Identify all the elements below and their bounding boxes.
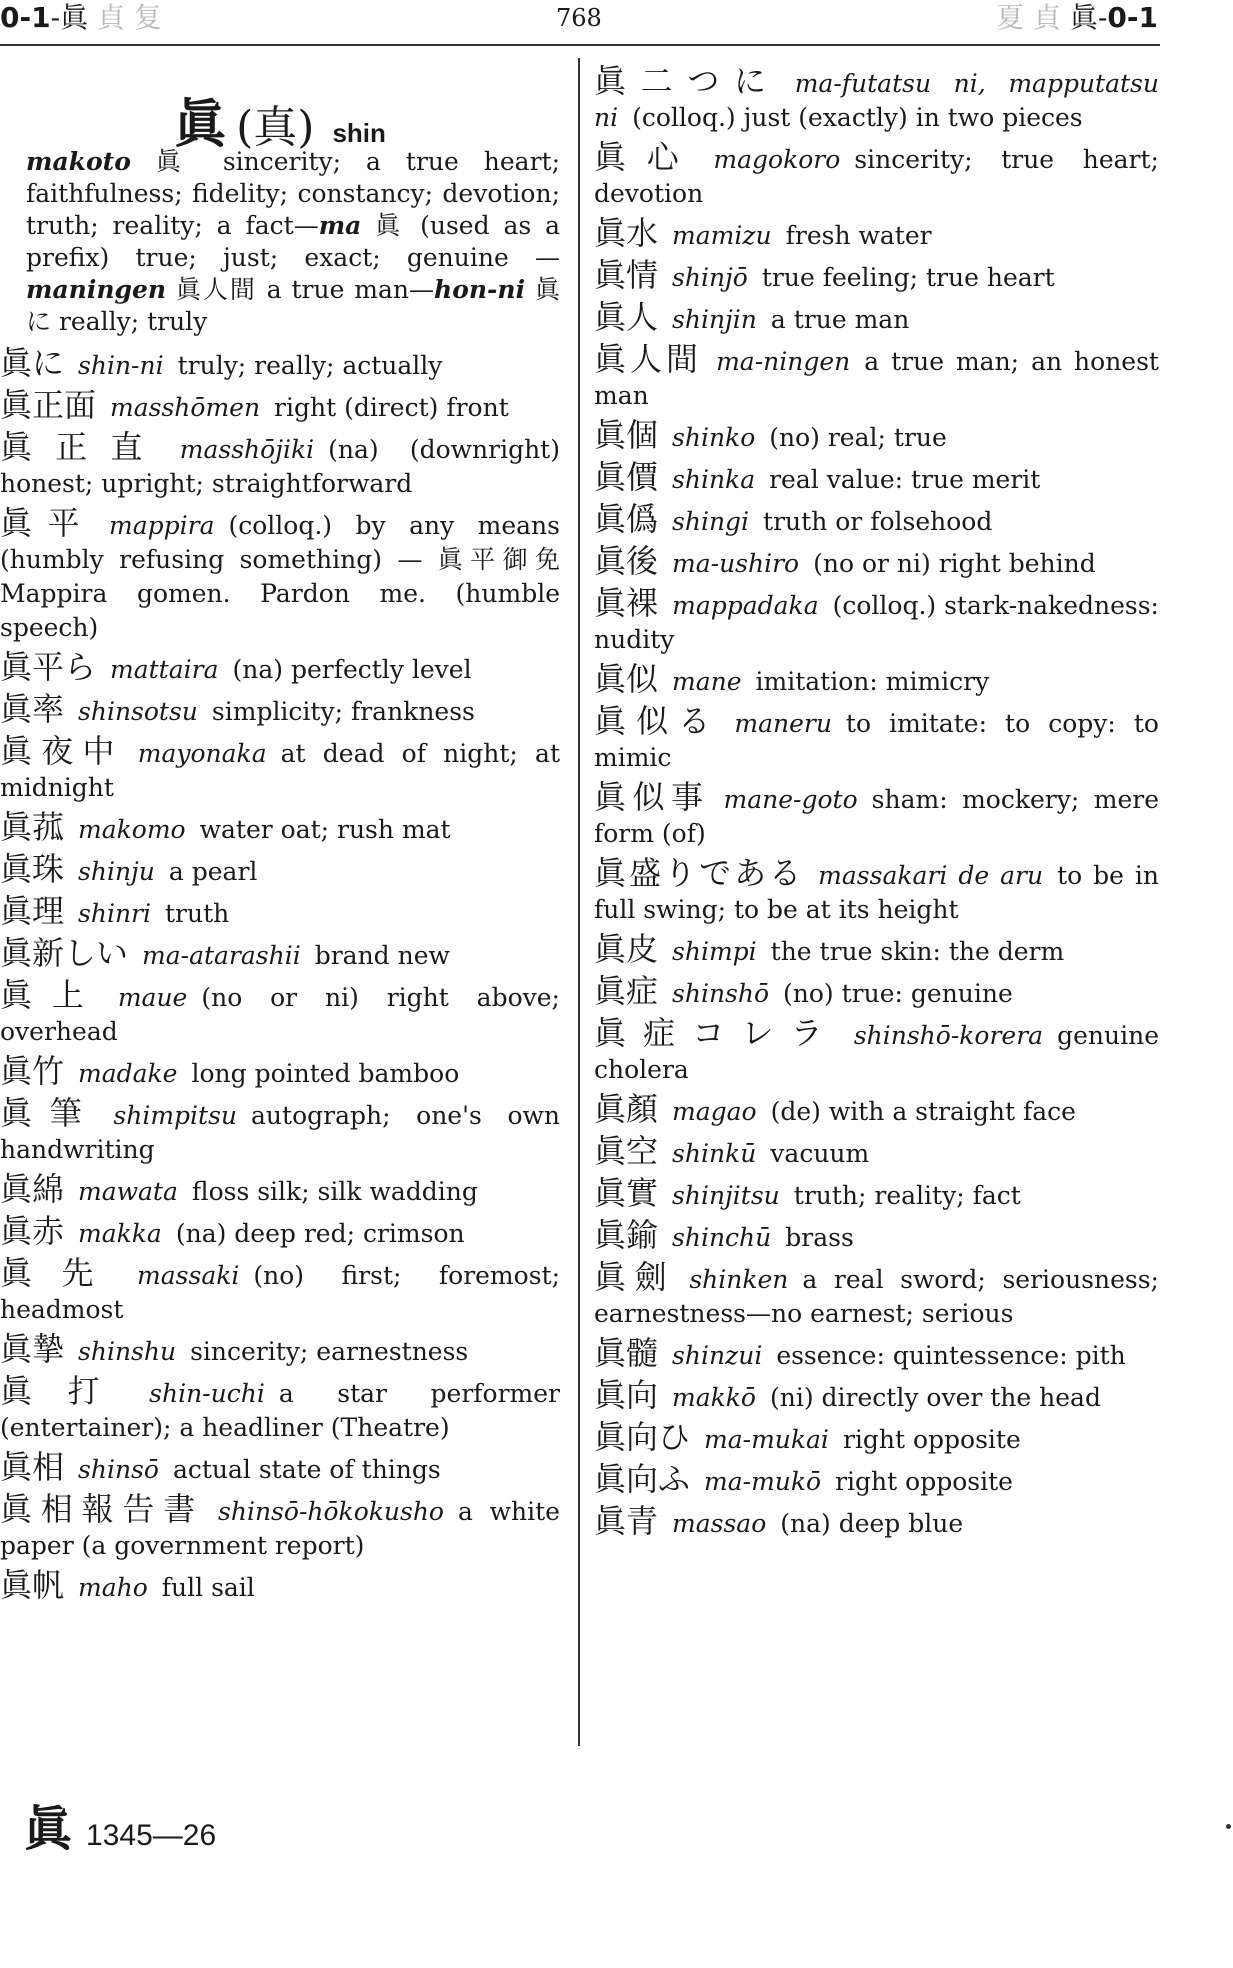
entry-kanji: 眞摯 — [0, 1330, 65, 1368]
entry-romaji: maho — [78, 1573, 148, 1602]
entry-definition: truly; really; actually — [177, 351, 443, 380]
entry-definition: real value: true merit — [769, 465, 1041, 494]
dictionary-entry — [594, 586, 1159, 657]
entry-kanji: 眞似事 — [594, 778, 710, 816]
header-rule — [0, 44, 1160, 46]
entry-romaji: shinken — [689, 1265, 789, 1294]
dictionary-entry — [0, 388, 560, 425]
intro-romaji: maningen — [26, 275, 167, 304]
entry-romaji: shin-uchi — [149, 1379, 265, 1408]
entry-definition: vacuum — [770, 1139, 870, 1168]
entry-definition: actual state of things — [172, 1455, 441, 1484]
entry-romaji: makkō — [672, 1383, 756, 1412]
dictionary-entry — [594, 418, 1159, 455]
footer-code: 1345—26 — [86, 1819, 217, 1852]
entry-kanji: 眞向ひ — [594, 1418, 691, 1456]
dictionary-entry — [594, 1016, 1159, 1087]
entry-kanji: 眞劍 — [594, 1258, 676, 1296]
right-column — [594, 64, 1159, 1546]
entry-romaji: ma-ushiro — [672, 549, 800, 578]
entry-romaji: shinsō — [78, 1455, 159, 1484]
dictionary-entry — [594, 662, 1159, 699]
dictionary-entry — [0, 1568, 560, 1605]
entry-kanji: 眞空 — [594, 1132, 659, 1170]
page-footer — [24, 1790, 216, 1859]
entry-kanji: 眞顏 — [594, 1090, 659, 1128]
entry-romaji: mamizu — [672, 221, 772, 250]
dictionary-entry — [594, 1218, 1159, 1255]
intro-romaji: makoto — [26, 147, 131, 176]
entry-kanji: 眞帆 — [0, 1566, 65, 1604]
entry-kanji: 眞似 — [594, 660, 659, 698]
dictionary-entry — [0, 734, 560, 805]
dictionary-entry — [594, 1134, 1159, 1171]
dictionary-entry — [594, 932, 1159, 969]
entry-definition: (na) perfectly level — [232, 655, 472, 684]
running-head-right — [996, 0, 1158, 40]
entry-romaji: mattaira — [110, 655, 219, 684]
entry-romaji: massaki — [137, 1261, 240, 1290]
entry-romaji: shinri — [78, 899, 151, 928]
entry-romaji: madake — [78, 1059, 178, 1088]
right-entry-list — [594, 64, 1159, 1541]
headword-reading: shin — [332, 118, 386, 148]
entry-romaji: shinshu — [78, 1337, 177, 1366]
entry-romaji: makka — [78, 1219, 162, 1248]
entry-romaji: shinshō — [672, 979, 770, 1008]
entry-romaji: ma-mukō — [704, 1467, 822, 1496]
scan-mark — [1226, 1824, 1231, 1829]
entry-kanji: 眞裸 — [594, 584, 659, 622]
dictionary-entry — [0, 506, 560, 645]
dictionary-entry — [0, 346, 560, 383]
headword-variant: (真) — [236, 102, 315, 153]
entry-definition: a true man; an honest man — [594, 347, 1159, 410]
intro-romaji: ma — [318, 211, 362, 240]
entry-romaji: mawata — [78, 1177, 178, 1206]
entry-romaji: mane — [672, 667, 742, 696]
dictionary-entry — [0, 1096, 560, 1167]
entry-definition: (no) real; true — [769, 423, 947, 452]
dictionary-entry — [594, 856, 1159, 927]
entry-definition: (no or ni) right behind — [813, 549, 1096, 578]
separator-right: - — [1097, 1, 1108, 34]
entry-romaji: magokoro — [713, 145, 841, 174]
entry-kanji: 眞理 — [0, 892, 65, 930]
entry-kanji: 眞に — [0, 344, 65, 382]
entry-kanji: 眞菰 — [0, 808, 65, 846]
dictionary-entry — [594, 544, 1159, 581]
entry-definition: (colloq.) stark-nakedness: nudity — [594, 591, 1159, 654]
entry-kanji: 眞盛りである — [594, 854, 805, 892]
entry-definition: water oat; rush mat — [199, 815, 451, 844]
dictionary-entry — [0, 1172, 560, 1209]
entry-kanji: 眞水 — [594, 214, 659, 252]
entry-romaji: shimpitsu — [113, 1101, 238, 1130]
entry-romaji: ma-ningen — [716, 347, 851, 376]
dictionary-entry — [594, 780, 1159, 851]
dictionary-entry — [594, 1462, 1159, 1499]
entry-definition: to imitate: to copy: to mimic — [594, 709, 1159, 772]
entry-romaji: maneru — [734, 709, 832, 738]
entry-romaji: shimpi — [672, 937, 757, 966]
entry-definition: a pearl — [168, 857, 258, 886]
entry-kanji: 眞個 — [594, 416, 659, 454]
entry-kanji: 眞人 — [594, 298, 659, 336]
entry-romaji: makomo — [78, 815, 186, 844]
entry-definition: (na) deep red; crimson — [175, 1219, 465, 1248]
entry-romaji: shinsō-hōkokusho — [218, 1497, 444, 1526]
kanji-right: 眞 — [1069, 1, 1098, 34]
entry-kanji: 眞向 — [594, 1376, 659, 1414]
entry-definition: (no or ni) right above; overhead — [0, 983, 560, 1046]
dictionary-entry — [0, 936, 560, 973]
dictionary-entry — [0, 852, 560, 889]
dictionary-entry — [0, 1332, 560, 1369]
entry-kanji: 眞心 — [594, 138, 700, 176]
dictionary-entry — [594, 140, 1159, 211]
running-head-left — [0, 0, 162, 40]
entry-kanji: 眞青 — [594, 1502, 659, 1540]
intro-text: 眞に really; truly — [26, 275, 560, 336]
entry-definition: simplicity; frankness — [211, 697, 475, 726]
entry-romaji: shinjin — [672, 305, 757, 334]
entry-kanji: 眞珠 — [0, 850, 65, 888]
dictionary-entry — [594, 1260, 1159, 1331]
entry-definition: truth; reality; fact — [793, 1181, 1021, 1210]
dictionary-entry — [594, 300, 1159, 337]
entry-kanji: 眞平 — [0, 504, 96, 542]
dictionary-entry — [0, 810, 560, 847]
dictionary-entry — [594, 1176, 1159, 1213]
entry-definition: a white paper (a government report) — [0, 1497, 560, 1560]
dictionary-entry — [594, 1420, 1159, 1457]
entry-definition: (no) first; foremost; headmost — [0, 1261, 560, 1324]
entry-romaji: massakari de aru — [818, 861, 1044, 890]
entry-definition: brand new — [314, 941, 450, 970]
entry-definition: (colloq.) by any means (humbly refusing something) — 眞平御免 Mappira gomen. Pardon me. (humble speech) — [0, 511, 560, 642]
entry-romaji: mappira — [109, 511, 215, 540]
entry-romaji: mappadaka — [672, 591, 819, 620]
entry-romaji: shinjitsu — [672, 1181, 780, 1210]
entry-definition: (na) (downright) honest; upright; straightforward — [0, 435, 560, 498]
entry-definition: a star performer (entertainer); a headliner (Theatre) — [0, 1379, 560, 1442]
intro-text: 眞人間 a true man— — [166, 275, 435, 304]
left-column — [0, 64, 560, 1610]
dictionary-entry — [0, 1492, 560, 1563]
bleed-through-right: 夏 貞 — [996, 1, 1062, 34]
left-entry-list — [0, 346, 560, 1605]
page-number: 768 — [556, 4, 602, 32]
entry-definition: sham: mockery; mere form (of) — [594, 785, 1159, 848]
entry-definition: (ni) directly over the head — [769, 1383, 1101, 1412]
entry-kanji: 眞症コレラ — [594, 1014, 840, 1052]
bleed-through-left: 貞 复 — [96, 1, 162, 34]
entry-definition: imitation: mimicry — [755, 667, 990, 696]
dictionary-entry — [594, 1504, 1159, 1541]
dictionary-entry — [0, 1256, 560, 1327]
index-code-right: 0-1 — [1107, 1, 1158, 34]
dictionary-entry — [0, 1054, 560, 1091]
entry-romaji: shinka — [672, 465, 756, 494]
entry-kanji: 眞正直 — [0, 428, 166, 466]
dictionary-entry — [0, 430, 560, 501]
dictionary-entry — [0, 1450, 560, 1487]
intro-text: 眞 sincerity; a true heart; faithfulness; fidelity; constancy; devotion; truth; reality; a fact— — [26, 147, 560, 240]
entry-definition: sincerity; earnestness — [190, 1337, 469, 1366]
entry-romaji: masshōmen — [110, 393, 261, 422]
entry-kanji: 眞實 — [594, 1174, 659, 1212]
entry-kanji: 眞髓 — [594, 1334, 659, 1372]
dictionary-entry — [594, 704, 1159, 775]
dictionary-entry — [594, 974, 1159, 1011]
entry-kanji: 眞上 — [0, 976, 104, 1014]
entry-romaji: maue — [117, 983, 188, 1012]
headword-kanji: 眞 — [174, 94, 227, 155]
dictionary-entry — [594, 1378, 1159, 1415]
entry-definition: (no) true: genuine — [783, 979, 1013, 1008]
entry-kanji: 眞價 — [594, 458, 659, 496]
entry-kanji: 眞相 — [0, 1448, 65, 1486]
entry-definition: (na) deep blue — [780, 1509, 964, 1538]
entry-definition: fresh water — [785, 221, 932, 250]
entry-kanji: 眞綿 — [0, 1170, 65, 1208]
entry-definition: right opposite — [835, 1467, 1013, 1496]
entry-kanji: 眞正面 — [0, 386, 97, 424]
dictionary-entry — [0, 1374, 560, 1445]
entry-romaji: shinju — [78, 857, 155, 886]
entry-romaji: masshōjiki — [179, 435, 315, 464]
entry-romaji: shinkū — [672, 1139, 757, 1168]
entry-kanji: 眞率 — [0, 690, 65, 728]
entry-romaji: shinchū — [672, 1223, 772, 1252]
entry-definition: autograph; one's own handwriting — [0, 1101, 560, 1164]
dictionary-entry — [594, 216, 1159, 253]
dictionary-entry — [594, 64, 1159, 135]
entry-kanji: 眞相報告書 — [0, 1490, 205, 1528]
entry-definition: (de) with a straight face — [770, 1097, 1076, 1126]
entry-definition: brass — [785, 1223, 854, 1252]
entry-definition: truth — [165, 899, 230, 928]
entry-kanji: 眞僞 — [594, 500, 659, 538]
index-code-left: 0-1 — [0, 1, 51, 34]
dictionary-entry — [594, 502, 1159, 539]
entry-romaji: shin-ni — [78, 351, 164, 380]
separator-left: - — [50, 1, 61, 34]
dictionary-entry — [594, 342, 1159, 413]
dictionary-entry — [594, 460, 1159, 497]
entry-kanji: 眞先 — [0, 1254, 124, 1292]
main-headword — [0, 82, 560, 155]
entry-definition: long pointed bamboo — [191, 1059, 460, 1088]
column-divider — [578, 58, 580, 1746]
entry-definition: sincerity; true heart; devotion — [594, 145, 1159, 208]
entry-kanji: 眞打 — [0, 1372, 136, 1410]
entry-kanji: 眞鍮 — [594, 1216, 659, 1254]
intro-text: 眞 (used as a prefix) true; just; exact; genuine — — [26, 211, 560, 272]
dictionary-entry — [594, 1092, 1159, 1129]
entry-kanji: 眞夜中 — [0, 732, 124, 770]
entry-romaji: massao — [672, 1509, 767, 1538]
entry-romaji: ma-atarashii — [142, 941, 301, 970]
entry-kanji: 眞皮 — [594, 930, 659, 968]
kanji-left: 眞 — [60, 1, 89, 34]
entry-romaji: shinjō — [672, 263, 748, 292]
entry-romaji: shinko — [672, 423, 756, 452]
entry-definition: floss silk; silk wadding — [191, 1177, 478, 1206]
entry-romaji: shinsotsu — [78, 697, 198, 726]
entry-kanji: 眞似る — [594, 702, 721, 740]
entry-definition: right opposite — [842, 1425, 1021, 1454]
entry-definition: essence: quintessence: pith — [776, 1341, 1126, 1370]
entry-definition: truth or folsehood — [763, 507, 993, 536]
entry-kanji: 眞人間 — [594, 340, 703, 378]
footer-kanji: 眞 — [24, 1801, 73, 1857]
dictionary-entry — [594, 258, 1159, 295]
entry-kanji: 眞向ふ — [594, 1460, 691, 1498]
dictionary-entry — [594, 1336, 1159, 1373]
entry-definition: the true skin: the derm — [770, 937, 1065, 966]
entry-kanji: 眞新しい — [0, 934, 129, 972]
entry-kanji: 眞二つに — [594, 62, 781, 100]
entry-romaji: ma-mukai — [704, 1425, 829, 1454]
entry-romaji: shingi — [672, 507, 750, 536]
entry-romaji: mane-goto — [723, 785, 858, 814]
entry-kanji: 眞平ら — [0, 648, 97, 686]
dictionary-entry — [0, 978, 560, 1049]
headword-definition — [26, 146, 560, 338]
entry-definition: full sail — [161, 1573, 255, 1602]
entry-kanji: 眞症 — [594, 972, 659, 1010]
entry-romaji: ma-futatsu ni, mapputatsu ni — [594, 69, 1159, 132]
entry-definition: a true man — [770, 305, 910, 334]
dictionary-entry — [0, 650, 560, 687]
dictionary-entry — [0, 1214, 560, 1251]
entry-definition: a real sword; seriousness; earnestness—no earnest; serious — [594, 1265, 1159, 1328]
intro-romaji: hon-ni — [434, 275, 526, 304]
entry-definition: true feeling; true heart — [761, 263, 1055, 292]
entry-kanji: 眞竹 — [0, 1052, 65, 1090]
entry-romaji: shinshō-korera — [853, 1021, 1044, 1050]
dictionary-entry — [0, 894, 560, 931]
entry-definition: at dead of night; at midnight — [0, 739, 560, 802]
entry-romaji: magao — [672, 1097, 757, 1126]
entry-definition: to be in full swing; to be at its height — [594, 861, 1160, 924]
entry-romaji: shinzui — [672, 1341, 763, 1370]
entry-kanji: 眞筆 — [0, 1094, 100, 1132]
entry-definition: right (direct) front — [274, 393, 509, 422]
entry-kanji: 眞後 — [594, 542, 659, 580]
dictionary-entry — [0, 692, 560, 729]
entry-definition: genuine cholera — [594, 1021, 1159, 1084]
entry-definition: (colloq.) just (exactly) in two pieces — [632, 103, 1083, 132]
entry-romaji: mayonaka — [137, 739, 267, 768]
entry-kanji: 眞情 — [594, 256, 659, 294]
entry-kanji: 眞赤 — [0, 1212, 65, 1250]
